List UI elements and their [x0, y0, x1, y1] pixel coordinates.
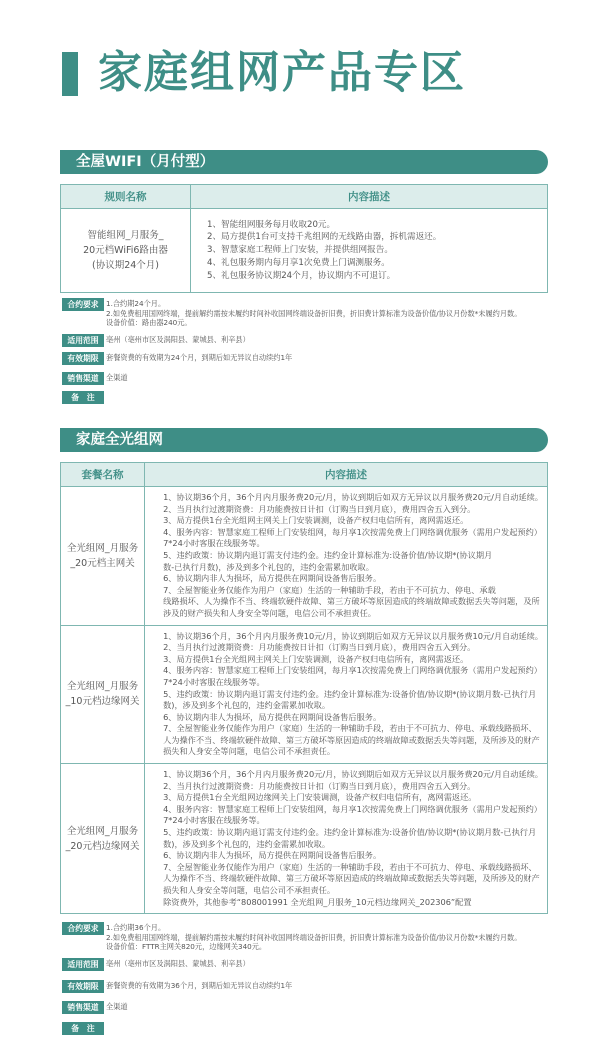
desc-line: 损失和人身安全等问题，电信公司不承担责任。: [163, 746, 336, 757]
col-header-content-desc: 内容描述: [191, 185, 548, 209]
tag-sales-channel: 销售渠道: [62, 1001, 104, 1014]
desc-line: 人为操作不当、终端软硬件故障、第三方破坏等原因造成的终端故障或数据丢失等问题，及所涉及的财产: [163, 873, 540, 884]
desc-line: 2、局方提供1台可支持千兆组网的无线路由器，拆机需返还。: [207, 232, 442, 243]
tag-applicable-scope: 适用范围: [62, 958, 104, 971]
content-desc-cell: [145, 625, 548, 764]
package-name-line: _20元档边缘网关: [65, 840, 140, 852]
desc-line: 5、违约政策：协议期内退订需支付违约金。违约金计算标准为:设备价值/协议期*(协议期月数-已执行月: [163, 688, 537, 699]
col-header-package-name: 套餐名称: [61, 463, 145, 487]
desc-line: 数)，涉及到多个礼包的，违约金需累加收取。: [163, 700, 331, 711]
desc-line: 3、智慧家庭工程师上门安装，并提供组网报告。: [207, 245, 393, 256]
tag-applicable-scope: 适用范围: [62, 334, 104, 347]
desc-line: 5、违约政策：协议期内退订需支付违约金。违约金计算标准为:设备价值/协议期*(协议期月数-已执行月: [163, 827, 537, 838]
content-desc-cell: [191, 209, 548, 293]
package-name-cell: [61, 487, 145, 626]
col-header-rule-name: 规则名称: [61, 185, 191, 209]
desc-line: 7*24小时客服在线服务等。: [163, 538, 265, 549]
desc-line: 7*24小时客服在线服务等。: [163, 815, 265, 826]
rule-name-cell: [61, 209, 191, 293]
title-accent-bar: [62, 52, 78, 96]
desc-line: 3、局方提供1台全光组网主网关上门安装调测，设备产权归电信所有，离网需返还。: [163, 653, 469, 664]
col-header-content-desc: 内容描述: [145, 463, 548, 487]
desc-line: 4、礼包服务期内每月享1次免费上门调测服务。: [207, 257, 390, 268]
desc-line: 1、协议期36个月，36个月内月服务费20元/月，协议到期后如双方无异议以月服务费20元/月自动延续。: [163, 769, 543, 780]
tag-validity-period: 有效期限: [62, 980, 104, 993]
tag-contract-requirement: 合约要求: [62, 298, 104, 311]
desc-line: 数-已执行月数)，涉及到多个礼包的，违约金需累加收取。: [163, 561, 374, 572]
info-text: 套餐资费的有效期为24个月，到期后如无异议自动续约1年: [106, 353, 293, 362]
tag-validity-period: 有效期限: [62, 352, 104, 365]
table-row: [61, 625, 548, 764]
table-row: [61, 764, 548, 914]
desc-line: 1、智能组网服务每月收取20元。: [207, 219, 336, 230]
info-text: 亳州（亳州市区及涡阳县、蒙城县、利辛县）: [106, 335, 250, 344]
package-name-line: 全光组网_月服务: [66, 542, 139, 554]
tag-contract-requirement: 合约要求: [62, 922, 104, 935]
desc-line: 1、协议期36个月，36个月内月服务费20元/月，协议到期后如双方无异议以月服务费20元/月自动延续。: [163, 492, 543, 502]
info-text: 亳州（亳州市区及涡阳县、蒙城县、利辛县）: [106, 959, 250, 968]
desc-line: 4、服务内容：智慧家庭工程师上门安装组网，每月享1次按需免费上门网络调优服务（需用户发起预约）: [163, 526, 542, 537]
desc-line: 5、违约政策：协议期内退订需支付违约金。违约金计算标准为:设备价值/协议期*(协议期月: [163, 549, 493, 560]
desc-line: 4、服务内容：智慧家庭工程师上门安装组网，每月享1次按需免费上门网络调优服务（需用户发起预约）: [163, 803, 542, 814]
package-name-line: 全光组网_月服务: [66, 681, 139, 693]
tag-remarks: 备 注: [62, 391, 104, 404]
package-name-cell: [61, 764, 145, 914]
desc-line: 涉及的财产损失和人身安全等问题，电信公司不承担责任。: [163, 607, 376, 618]
desc-line: 数)，涉及到多个礼包的，违约金需累加收取。: [163, 838, 331, 849]
desc-line: 除资费外，其他参考“808001991 全光组网_月服务_10元档边缘网关_202306”配置: [163, 896, 472, 907]
desc-line: 6、协议期内非人为损坏，局方提供在网期间设备售后服务。: [163, 850, 382, 861]
optical-packages-table: [60, 462, 548, 914]
desc-line: 7、全屋智能业务仅能作为用户（家庭）生活的一种辅助手段，若由于不可抗力、停电、承载线路损坏、: [163, 723, 537, 734]
desc-line: 损失和人身安全等问题，电信公司不承担责任。: [163, 885, 336, 895]
desc-line: 2、当月执行过渡期资费：月功能费按日计扣（订购当日到月底），费用四舍五入到分。: [163, 503, 476, 514]
package-name-cell: [61, 625, 145, 764]
section-header-whole-home-wifi: 全屋WIFI（月付型）: [60, 150, 548, 174]
desc-line: 7、全屋智能业务仅能作为用户（家庭）生活的一种辅助手段，若由于不可抗力、停电、承载: [163, 584, 496, 595]
tag-sales-channel: 销售渠道: [62, 372, 104, 385]
info-text: 全渠道: [106, 373, 128, 382]
desc-line: 6、协议期内非人为损坏，局方提供在网期间设备售后服务。: [163, 711, 382, 722]
desc-line: 线路损坏、人为操作不当、终端软硬件故障、第三方破坏等原因造成的终端故障或数据丢失等问题，及所: [163, 596, 540, 607]
info-text: 全渠道: [106, 1002, 128, 1011]
desc-line: 4、服务内容：智慧家庭工程师上门安装组网，每月享1次按需免费上门网络调优服务（需用户发起预约）: [163, 665, 542, 676]
content-desc-cell: [145, 764, 548, 914]
rule-name-line: 20元档WiFi6路由器: [83, 245, 168, 256]
package-name-line: _20元档主网关: [70, 557, 135, 569]
desc-line: 7*24小时客服在线服务等。: [163, 676, 265, 687]
rule-name-line: (协议期24个月): [91, 260, 159, 271]
desc-line: 6、协议期内非人为损坏，局方提供在网期间设备售后服务。: [163, 573, 382, 584]
table-row: [61, 487, 548, 626]
desc-line: 3、局方提供1台全光组网主网关上门安装调测，设备产权归电信所有，离网需返还。: [163, 515, 469, 526]
desc-line: 1、协议期36个月，36个月内月服务费10元/月，协议到期后如双方无异议以月服务费10元/月自动延续。: [163, 630, 543, 641]
info-text: 1.合约期36个月。 2.如免费租用国网终端，提前解约需按未履约时间补收国网终端设备折旧费，折旧费计算标准为设备价值/协议月份数*未履约月数。 设备价值：FTTR主网关820元，边缘网关340元。: [106, 923, 522, 952]
package-name-line: 全光组网_月服务: [66, 825, 139, 837]
desc-line: 7、全屋智能业务仅能作为用户（家庭）生活的一种辅助手段，若由于不可抗力、停电、承载线路损坏、: [163, 861, 537, 872]
rule-name-line: 智能组网_月服务_: [87, 230, 164, 241]
desc-line: 3、局方提供1台全光组网边缘网关上门安装调测，设备产权归电信所有，离网需返还。: [163, 792, 477, 803]
info-text: 1.合约期24个月。 2.如免费租用国网终端，提前解约需按未履约时间补收国网终端设备折旧费，折旧费计算标准为设备价值/协议月份数*未履约月数。 设备价值：路由器240元。: [106, 299, 522, 328]
desc-line: 2、当月执行过渡期资费：月功能费按日计扣（订购当日到月底），费用四舍五入到分。: [163, 642, 476, 653]
wifi-rules-table: [60, 184, 548, 293]
tag-remarks: 备 注: [62, 1022, 104, 1035]
info-text: 套餐资费的有效期为36个月，到期后如无异议自动续约1年: [106, 981, 293, 990]
table-row: [61, 209, 548, 293]
page-title: 家庭组网产品专区: [98, 47, 466, 98]
package-name-line: _10元档边缘网关: [65, 696, 140, 708]
content-desc-cell: [145, 487, 548, 626]
desc-line: 2、当月执行过渡期资费：月功能费按日计扣（订购当日到月底），费用四舍五入到分。: [163, 780, 476, 791]
desc-line: 人为操作不当、终端软硬件故障、第三方破坏等原因造成的终端故障或数据丢失等问题，及所涉及的财产: [163, 734, 540, 745]
section-header-full-optical-network: 家庭全光组网: [60, 428, 548, 452]
desc-line: 5、礼包服务协议期24个月，协议期内不可退订。: [207, 270, 396, 281]
